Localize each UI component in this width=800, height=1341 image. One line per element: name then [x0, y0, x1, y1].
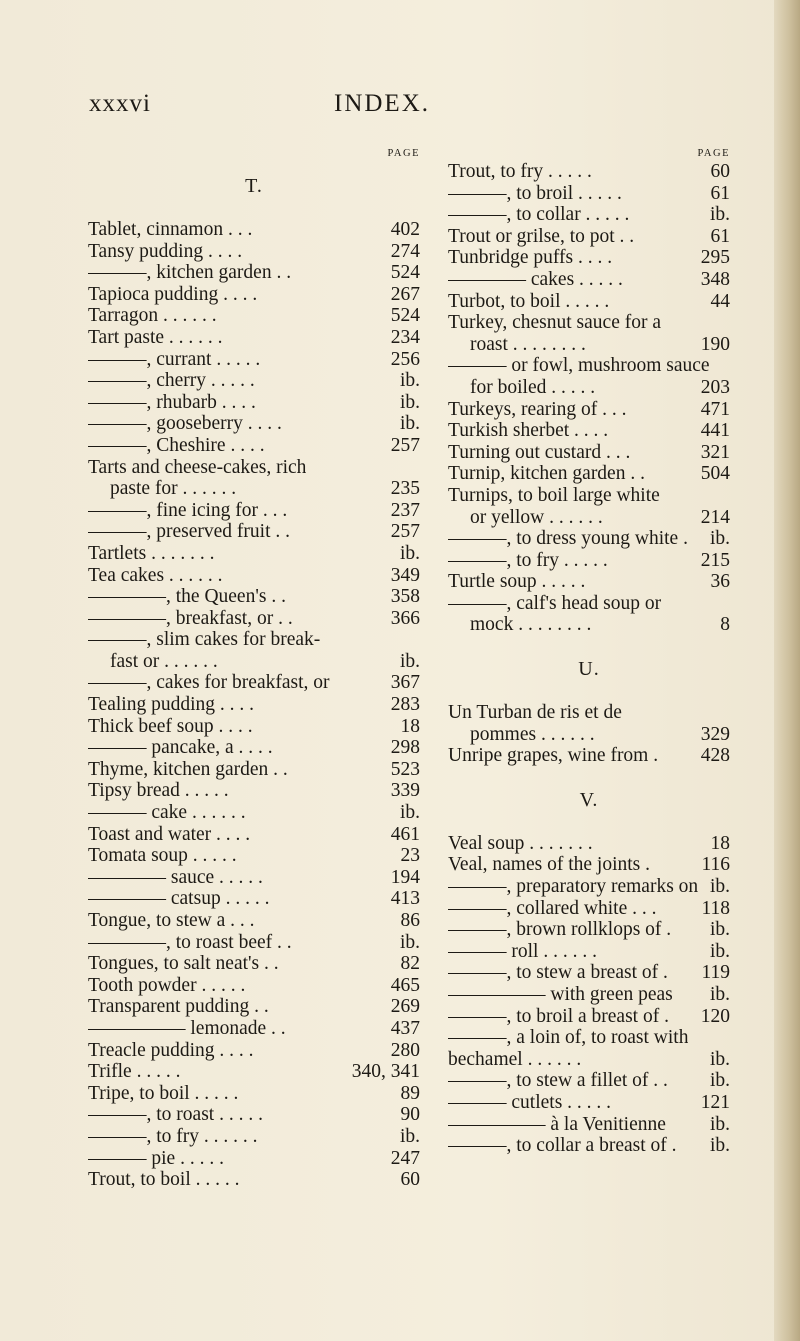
- index-entry: [448, 463, 730, 485]
- index-entry: [88, 413, 420, 435]
- entry-text: mock . . . . . . . .: [470, 614, 592, 636]
- entry-page-ref: ib.: [709, 1048, 730, 1070]
- index-entry: [448, 1070, 730, 1092]
- entry-text: Turnip, kitchen garden . .: [448, 463, 645, 485]
- index-entry: [88, 975, 420, 997]
- entry-text: Tartlets . . . . . . .: [88, 542, 215, 564]
- index-entry: [448, 919, 730, 941]
- entry-page-ref: 428: [700, 745, 730, 767]
- index-entry: [88, 888, 420, 910]
- entry-text: ——— cutlets . . . . .: [448, 1091, 612, 1113]
- entry-text: ———, to collar . . . . .: [448, 204, 630, 226]
- entry-text: ———, to fry . . . . . .: [88, 1125, 258, 1147]
- index-entry: [88, 370, 420, 392]
- entry-page-ref: 367: [390, 672, 420, 694]
- entry-page-ref: 121: [700, 1091, 730, 1113]
- entry-page-ref: 524: [390, 262, 420, 284]
- entry-page-ref: ib.: [399, 1125, 420, 1147]
- entry-text: paste for . . . . . .: [110, 478, 237, 500]
- entry-text: Trifle . . . . .: [88, 1061, 181, 1083]
- entry-page-ref: 358: [390, 586, 420, 608]
- entry-text: Thick beef soup . . . .: [88, 715, 253, 737]
- entry-page-ref: 329: [700, 723, 730, 745]
- entry-page-ref: 90: [400, 1104, 420, 1126]
- index-entry: [448, 377, 730, 399]
- entry-text: Tarts and cheese-cakes, rich: [88, 456, 307, 478]
- entry-page-ref: ib.: [399, 931, 420, 953]
- entry-text: ———, kitchen garden . .: [88, 262, 292, 284]
- index-entry: [88, 327, 420, 349]
- entry-text: Veal soup . . . . . . .: [448, 832, 593, 854]
- entry-page-ref: 340, 341: [351, 1061, 420, 1083]
- index-entry: [448, 745, 730, 767]
- index-entry: [448, 1006, 730, 1028]
- entry-text: Tooth powder . . . . .: [88, 974, 246, 996]
- index-entry: [448, 269, 730, 291]
- entry-text: Thyme, kitchen garden . .: [88, 758, 288, 780]
- index-entry: [88, 759, 420, 781]
- entry-page-ref: 269: [390, 996, 420, 1018]
- entry-text: ———, rhubarb . . . .: [88, 391, 256, 413]
- index-entry: [88, 780, 420, 802]
- entry-page-ref: 441: [700, 420, 730, 442]
- entry-page-ref: 524: [390, 305, 420, 327]
- index-entry: [448, 898, 730, 920]
- index-entry: [88, 737, 420, 759]
- entry-text: fast or . . . . . .: [110, 650, 218, 672]
- entry-text: ——— roll . . . . . .: [448, 940, 597, 962]
- entry-page-ref: 321: [700, 441, 730, 463]
- entry-page-ref: ib.: [399, 542, 420, 564]
- entry-page-ref: 257: [390, 434, 420, 456]
- entry-text: for boiled . . . . .: [470, 376, 596, 398]
- entry-page-ref: 257: [390, 521, 420, 543]
- index-entry: [88, 1126, 420, 1148]
- entry-page-ref: 402: [390, 219, 420, 240]
- entry-page-ref: 119: [701, 962, 730, 984]
- entry-text: ———, currant . . . . .: [88, 348, 261, 370]
- index-entry: [448, 291, 730, 313]
- index-entry: [88, 932, 420, 954]
- entry-page-ref: 86: [400, 910, 420, 931]
- entry-page-ref: 366: [390, 607, 420, 629]
- page-edge: [774, 0, 800, 1341]
- entry-text: Trout or grilse, to pot . .: [448, 225, 635, 247]
- entry-text: Turkey, chesnut sauce for a: [448, 312, 661, 334]
- entry-page-ref: 120: [700, 1005, 730, 1027]
- entry-text: bechamel . . . . . .: [448, 1048, 582, 1070]
- entry-text: Tunbridge puffs . . . .: [448, 247, 613, 269]
- index-entry: [88, 565, 420, 587]
- entry-page-ref: 256: [390, 348, 420, 370]
- index-entry: [448, 962, 730, 984]
- entry-text: Tongue, to stew a . . .: [88, 910, 255, 931]
- entry-text: ———, gooseberry . . . .: [88, 413, 282, 435]
- index-entry: [88, 1169, 420, 1191]
- entry-page-ref: 61: [710, 182, 730, 204]
- entry-text: Tablet, cinnamon . . .: [88, 219, 253, 240]
- entry-text: ———, to broil a breast of .: [448, 1005, 669, 1027]
- entry-text: ————, the Queen's . .: [88, 586, 286, 608]
- index-entry: [88, 219, 420, 241]
- index-entry: [88, 435, 420, 457]
- entry-page-ref: 413: [390, 888, 420, 910]
- index-entry: [88, 284, 420, 306]
- index-entry: [448, 1114, 730, 1136]
- entry-text: Tomata soup . . . . .: [88, 845, 237, 867]
- entry-page-ref: 274: [390, 240, 420, 262]
- index-entry: [88, 262, 420, 284]
- entry-page-ref: 339: [390, 780, 420, 802]
- index-entry: [88, 1083, 420, 1105]
- entry-page-ref: 60: [710, 161, 730, 182]
- entry-page-ref: 234: [390, 326, 420, 348]
- index-column-left: [88, 147, 420, 1191]
- entry-page-ref: ib.: [399, 370, 420, 392]
- entry-page-ref: 235: [390, 478, 420, 500]
- entry-text: ———, Cheshire . . . .: [88, 434, 265, 456]
- entry-text: Turbot, to boil . . . . .: [448, 290, 610, 312]
- entry-text: ———, to dress young white .: [448, 528, 688, 550]
- entry-text: Tansy pudding . . . .: [88, 240, 243, 262]
- entry-text: ———, fine icing for . . .: [88, 499, 288, 521]
- entry-text: ———, to broil . . . . .: [448, 182, 622, 204]
- index-entry: [448, 724, 730, 746]
- entry-text: or yellow . . . . . .: [470, 506, 603, 528]
- entry-page-ref: 214: [700, 506, 730, 528]
- index-entry: [88, 1040, 420, 1062]
- entry-page-ref: 348: [700, 268, 730, 290]
- index-entry: [448, 355, 730, 377]
- entry-text: ————— lemonade . .: [88, 1017, 286, 1039]
- entry-list-t-continued: [448, 161, 730, 636]
- index-entry: [88, 824, 420, 846]
- entry-text: ——— pancake, a . . . .: [88, 737, 273, 759]
- entry-list-u: [448, 702, 730, 767]
- index-entry: [448, 204, 730, 226]
- entry-text: Tarragon . . . . . .: [88, 305, 217, 327]
- entry-page-ref: 194: [390, 866, 420, 888]
- index-entry: [88, 845, 420, 867]
- entry-text: ———, cakes for breakfast, or: [88, 672, 330, 694]
- entry-text: ——— pie . . . . .: [88, 1147, 224, 1169]
- index-entry: [88, 694, 420, 716]
- entry-text: Unripe grapes, wine from .: [448, 745, 659, 767]
- index-entry: [88, 996, 420, 1018]
- index-entry: [88, 1148, 420, 1170]
- index-entry: [448, 485, 730, 507]
- entry-text: ———, to collar a breast of .: [448, 1135, 677, 1157]
- index-entry: [88, 1061, 420, 1083]
- entry-text: ————, to roast beef . .: [88, 931, 292, 953]
- index-entry: [448, 1049, 730, 1071]
- index-entry: [88, 629, 420, 651]
- index-entry: [448, 550, 730, 572]
- entry-text: Trout, to boil . . . . .: [88, 1169, 240, 1191]
- entry-text: ———— sauce . . . . .: [88, 866, 263, 888]
- section-letter-v: V.: [579, 788, 599, 811]
- index-entry: [448, 420, 730, 442]
- entry-text: Toast and water . . . .: [88, 823, 251, 845]
- page-column-heading: PAGE: [697, 148, 730, 159]
- index-entry: [448, 528, 730, 550]
- index-entry: [88, 1104, 420, 1126]
- index-entry: [448, 161, 730, 183]
- index-entry: [88, 349, 420, 371]
- index-entry: [448, 833, 730, 855]
- entry-page-ref: ib.: [709, 984, 730, 1005]
- index-entry: [448, 442, 730, 464]
- entry-page-ref: 203: [700, 376, 730, 398]
- index-entry: [88, 672, 420, 694]
- entry-page-ref: 295: [700, 247, 730, 269]
- index-entry: [88, 457, 420, 479]
- entry-text: Turnips, to boil large white: [448, 484, 660, 506]
- index-entry: [88, 867, 420, 889]
- entry-text: ———, cherry . . . . .: [88, 370, 255, 392]
- entry-text: ——— cake . . . . . .: [88, 802, 246, 824]
- entry-text: ——— or fowl, mushroom sauce: [448, 355, 710, 377]
- index-entry: [448, 593, 730, 615]
- entry-page-ref: 89: [400, 1082, 420, 1104]
- section-letter-t: T.: [245, 175, 263, 197]
- index-entry: [88, 500, 420, 522]
- index-entry: [448, 334, 730, 356]
- index-entry: [88, 305, 420, 327]
- entry-page-ref: 8: [720, 614, 730, 636]
- entry-text: ———, a loin of, to roast with: [448, 1027, 689, 1049]
- index-entry: [88, 910, 420, 932]
- index-entry: [448, 614, 730, 636]
- entry-page-ref: ib.: [709, 919, 730, 941]
- entry-text: ————— with green peas: [448, 984, 673, 1005]
- index-entry: [448, 984, 730, 1006]
- entry-text: ———, slim cakes for break-: [88, 629, 321, 651]
- entry-page-ref: ib.: [709, 1113, 730, 1135]
- entry-page-ref: 465: [390, 974, 420, 996]
- entry-text: roast . . . . . . . .: [470, 333, 586, 355]
- entry-page-ref: 36: [710, 571, 730, 593]
- entry-text: ———, collared white . . .: [448, 897, 657, 919]
- index-entry: [448, 183, 730, 205]
- entry-page-ref: 44: [710, 290, 730, 312]
- entry-page-ref: 23: [400, 845, 420, 867]
- entry-page-ref: ib.: [709, 528, 730, 550]
- index-entry: [448, 854, 730, 876]
- entry-text: ———, calf's head soup or: [448, 592, 662, 614]
- entry-text: Turning out custard . . .: [448, 441, 631, 463]
- index-entry: [448, 1092, 730, 1114]
- entry-text: Tart paste . . . . . .: [88, 326, 223, 348]
- entry-text: Veal, names of the joints .: [448, 854, 650, 876]
- index-entry: [88, 586, 420, 608]
- entry-page-ref: 82: [400, 953, 420, 975]
- entry-page-ref: ib.: [399, 413, 420, 435]
- entry-text: ———, preserved fruit . .: [88, 521, 290, 543]
- entry-page-ref: ib.: [399, 650, 420, 672]
- entry-text: ———, to stew a breast of .: [448, 962, 668, 984]
- page-column-heading: PAGE: [387, 148, 420, 159]
- entry-page-ref: ib.: [709, 876, 730, 898]
- entry-text: ———, to roast . . . . .: [88, 1104, 263, 1126]
- index-entry: [88, 521, 420, 543]
- index-entry: [88, 543, 420, 565]
- index-entry: [448, 702, 730, 724]
- entry-list-v: [448, 833, 730, 1157]
- entry-text: Un Turban de ris et de: [448, 702, 622, 724]
- entry-page-ref: 523: [390, 758, 420, 780]
- entry-page-ref: 118: [701, 897, 730, 919]
- entry-page-ref: 18: [710, 832, 730, 854]
- index-entry: [448, 247, 730, 269]
- index-entry: [88, 1018, 420, 1040]
- entry-page-ref: ib.: [709, 1070, 730, 1092]
- index-entry: [88, 802, 420, 824]
- index-entry: [448, 507, 730, 529]
- entry-text: Tongues, to salt neat's . .: [88, 953, 279, 975]
- entry-page-ref: 116: [701, 854, 730, 876]
- index-entry: [448, 399, 730, 421]
- index-entry: [448, 1135, 730, 1157]
- page-number: xxxvi: [89, 90, 151, 117]
- running-title: INDEX.: [334, 90, 431, 117]
- entry-page-ref: ib.: [709, 1135, 730, 1157]
- entry-list-t: [88, 219, 420, 1191]
- index-entry: [448, 312, 730, 334]
- entry-text: ———— cakes . . . . .: [448, 268, 623, 290]
- entry-page-ref: 280: [390, 1039, 420, 1061]
- index-entry: [88, 716, 420, 738]
- index-entry: [88, 241, 420, 263]
- entry-text: Turkeys, rearing of . . .: [448, 398, 627, 420]
- entry-text: ———, preparatory remarks on: [448, 876, 699, 898]
- entry-text: ————— à la Venitienne: [448, 1113, 666, 1135]
- entry-text: Turtle soup . . . . .: [448, 571, 586, 593]
- entry-text: Tealing pudding . . . .: [88, 694, 254, 716]
- entry-page-ref: 61: [710, 225, 730, 247]
- entry-text: Tapioca pudding . . . .: [88, 283, 258, 305]
- entry-page-ref: ib.: [709, 204, 730, 226]
- entry-page-ref: 437: [390, 1017, 420, 1039]
- entry-page-ref: 215: [700, 549, 730, 571]
- index-entry: [88, 651, 420, 673]
- index-entry: [448, 1027, 730, 1049]
- entry-page-ref: 461: [390, 823, 420, 845]
- entry-text: Transparent pudding . .: [88, 996, 269, 1018]
- entry-text: Treacle pudding . . . .: [88, 1039, 254, 1061]
- entry-text: ————, breakfast, or . .: [88, 607, 293, 629]
- entry-page-ref: 267: [390, 283, 420, 305]
- entry-page-ref: ib.: [399, 391, 420, 413]
- index-entry: [448, 226, 730, 248]
- entry-text: Trout, to fry . . . . .: [448, 161, 592, 182]
- entry-text: Tripe, to boil . . . . .: [88, 1082, 239, 1104]
- index-entry: [88, 608, 420, 630]
- entry-page-ref: 504: [700, 463, 730, 485]
- entry-text: ———, to stew a fillet of . .: [448, 1070, 668, 1092]
- entry-text: ———, brown rollklops of .: [448, 919, 672, 941]
- entry-page-ref: 247: [390, 1147, 420, 1169]
- entry-page-ref: 60: [400, 1169, 420, 1191]
- page-header: [0, 90, 760, 120]
- entry-page-ref: 18: [400, 715, 420, 737]
- entry-text: ———, to fry . . . . .: [448, 549, 608, 571]
- entry-text: Tipsy bread . . . . .: [88, 780, 229, 802]
- entry-text: Turkish sherbet . . . .: [448, 420, 609, 442]
- entry-page-ref: 471: [700, 398, 730, 420]
- index-column-right: [448, 147, 730, 1157]
- entry-page-ref: 190: [700, 333, 730, 355]
- entry-page-ref: 283: [390, 694, 420, 716]
- index-entry: [88, 478, 420, 500]
- entry-page-ref: ib.: [399, 802, 420, 824]
- index-entry: [88, 953, 420, 975]
- entry-text: ———— catsup . . . . .: [88, 888, 270, 910]
- section-letter-u: U.: [578, 658, 600, 681]
- entry-text: Tea cakes . . . . . .: [88, 564, 223, 586]
- entry-page-ref: ib.: [709, 940, 730, 962]
- entry-page-ref: 349: [390, 564, 420, 586]
- entry-page-ref: 237: [390, 499, 420, 521]
- index-entry: [88, 392, 420, 414]
- index-entry: [448, 941, 730, 963]
- entry-text: pommes . . . . . .: [470, 723, 595, 745]
- index-entry: [448, 571, 730, 593]
- entry-page-ref: 298: [390, 737, 420, 759]
- index-entry: [448, 876, 730, 898]
